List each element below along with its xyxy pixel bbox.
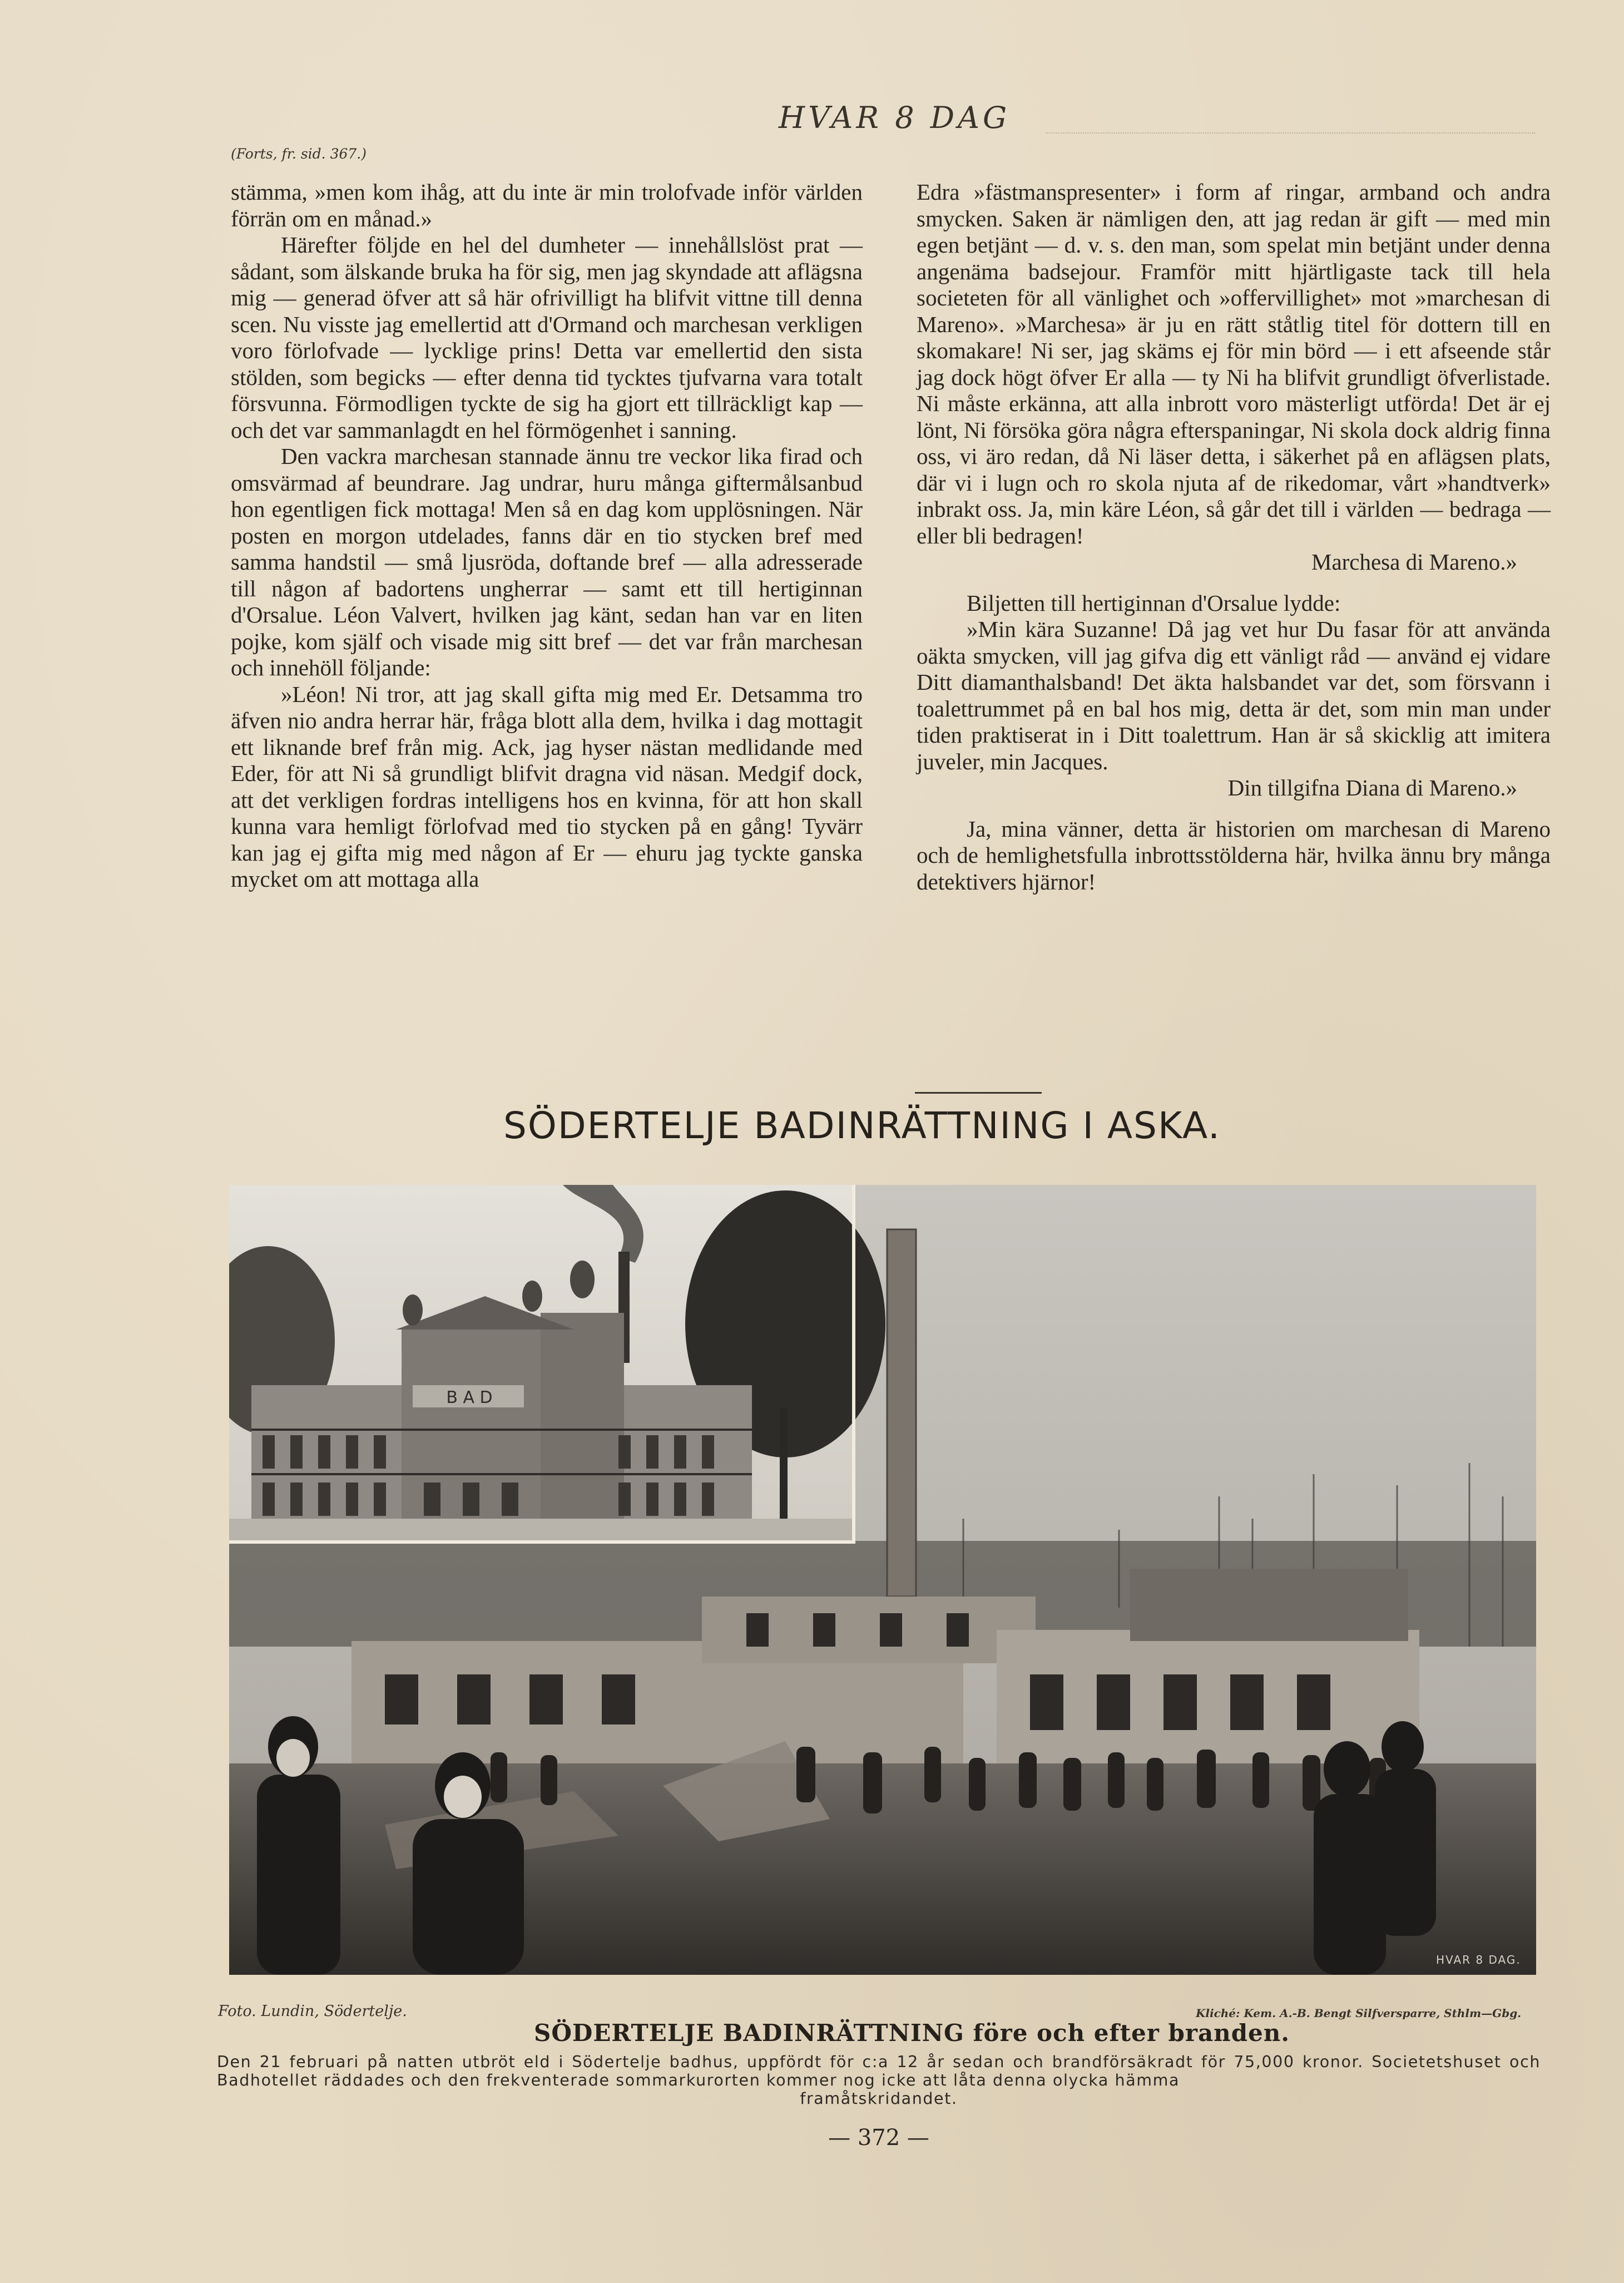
article-left-column: [231, 179, 863, 893]
photo-watermark: HVAR 8 DAG.: [1436, 1953, 1521, 1966]
paragraph: »Léon! Ni tror, att jag skall gifta mig med Er. Detsamma tro äfven nio andra herrar här, fråga blott alla dem, hvilka i dag mottagit ett liknande bref från mig. Ack, jag hyser nästan medlidande med Eder, för att Ni så grundligt blifvit dragna vid näsan. Medgif dock, att det verkligen fordras intelligens hos en kvinna, för att hon skall kunna vara hemligt förlofvad med tio stycken på en gång! Tyvärr kan jag ej gifta mig med någon af Er — ehuru jag tyckte ganska mycket om att mottaga alla: [231, 681, 863, 892]
engraving-credit: Kliché: Kem. A.-B. Bengt Silfversparre, Sthlm—Gbg.: [1196, 2007, 1522, 2020]
running-title: HVAR 8 DAG: [779, 100, 1011, 135]
caption-last-line: framåtskridandet.: [800, 2089, 958, 2108]
header-rule: [1046, 132, 1535, 134]
page-number: — 372 —: [828, 2125, 929, 2151]
caption-body: [217, 2053, 1541, 2108]
continuation-note: (Forts, fr. sid. 367.): [231, 146, 367, 162]
paragraph: Härefter följde en hel del dumheter — innehållslöst prat — sådant, som älskande bruka ha för sig, men jag skyndade att aflägsna mig — generad öfver att så här ofrivilligt ha blifvit vittne till denna scen. Nu visste jag emellertid att d'Ormand och marchesan verkligen voro förlofvade — lycklige prins! Detta var emellertid den sista stölden, som begicks — efter denna tid tycktes tjufvarna vara totalt försvunna. Förmodligen tyckte de sig ha gjort ett tillräckligt kap — och det var sammanlagdt en hel förmögenhet i sanning.: [231, 232, 863, 443]
inset-photo-sign: B A D: [446, 1388, 493, 1407]
photo-composite: [229, 1185, 1536, 1975]
paragraph: Ja, mina vänner, detta är historien om marchesan di Mareno och de hemlighetsfulla inbrottsstölderna här, hvilka ännu bry många detektivers hjärnor!: [917, 816, 1551, 895]
article-right-column: [917, 179, 1551, 895]
photo-credit: Foto. Lundin, Södertelje.: [218, 2003, 407, 2020]
paragraph: »Min kära Suzanne! Då jag vet hur Du fasar för att använda oäkta smycken, vill jag gifva dig ett vänligt råd — använd ej vidare Ditt diamanthalsband! Det äkta halsbandet var det, som försvann i toalettrummet på en bal hos mig, detta är det, som min man under tiden praktiserat in i Ditt toalettrum. Han är så skicklig att imitera juveler, min Jacques.: [917, 616, 1551, 774]
paragraph: Biljetten till hertiginnan d'Orsalue lydde:: [967, 590, 1341, 616]
caption-title: SÖDERTELJE BADINRÄTTNING före och efter branden.: [534, 2019, 1290, 2047]
caption-text: Den 21 februari på natten utbröt eld i Södertelje badhus, uppfördt för c:a 12 år sedan och brandförsäkradt för 75,000 kronor. Societetshuset och Badhotellet räddades och den frekventerade sommarkurorten kommer nog icke att låta denna olycka hämma: [217, 2053, 1541, 2089]
signature: Marchesa di Mareno.»: [1311, 549, 1517, 575]
fire-ruins-photo: [229, 1185, 1536, 1975]
paragraph: Den vackra marchesan stannade ännu tre veckor lika firad och omsvärmad af beundrare. Jag undrar, huru många giftermålsanbud hon egentligen fick mottaga! Men så en dag kom upplösningen. När posten en morgon utdelades, fanns där en tio stycken bref med samma handstil — små ljusröda, doftande bref — alla adresserade till någon af badortens ungherrar — samt ett till hertiginnan d'Orsalue. Léon Valvert, hvilken jag känt, sedan han var en liten pojke, kom själf och visade mig sitt bref — det var från marchesan och innehöll följande:: [231, 443, 863, 680]
column-end-rule: [915, 1092, 1042, 1094]
paragraph: Edra »fästmanspresenter» i form af ringar, armband och andra smycken. Saken är nämligen den, att jag redan är gift — med min egen betjänt — d. v. s. den man, som spelat min betjänt under denna angenäma badsejour. Framför mitt hjärtligaste tack till hela societeten för all vänlighet och »offervillighet» mot »marchesan di Mareno». »Marchesa» är ju en rätt ståtlig titel för dottern till en skomakare! Ni ser, jag skäms ej för min börd — i ett afseende står jag dock högt öfver Er alla — ty Ni ha blifvit grundligt öfverlistade. Ni måste erkänna, att alla inbrott voro mästerligt utförda! Det är ej lönt, Ni försöka göra några efterspaningar, Ni skola dock aldrig finna oss, vi äro redan, då Ni läser detta, i säkerhet på en aflägsen plats, där vi i lugn och ro skola njuta af de rikedomar, vårt »handtverk» inbrakt oss. Ja, min käre Léon, så går det till i världen — bedraga — eller bli bedragen!: [917, 179, 1551, 548]
signature: Din tillgifna Diana di Mareno.»: [1227, 775, 1517, 800]
section-heading: SÖDERTELJE BADINRÄTTNING I ASKA.: [503, 1104, 1221, 1147]
paragraph: stämma, »men kom ihåg, att du inte är min trolofvade inför världen förrän om en månad.»: [231, 179, 863, 231]
